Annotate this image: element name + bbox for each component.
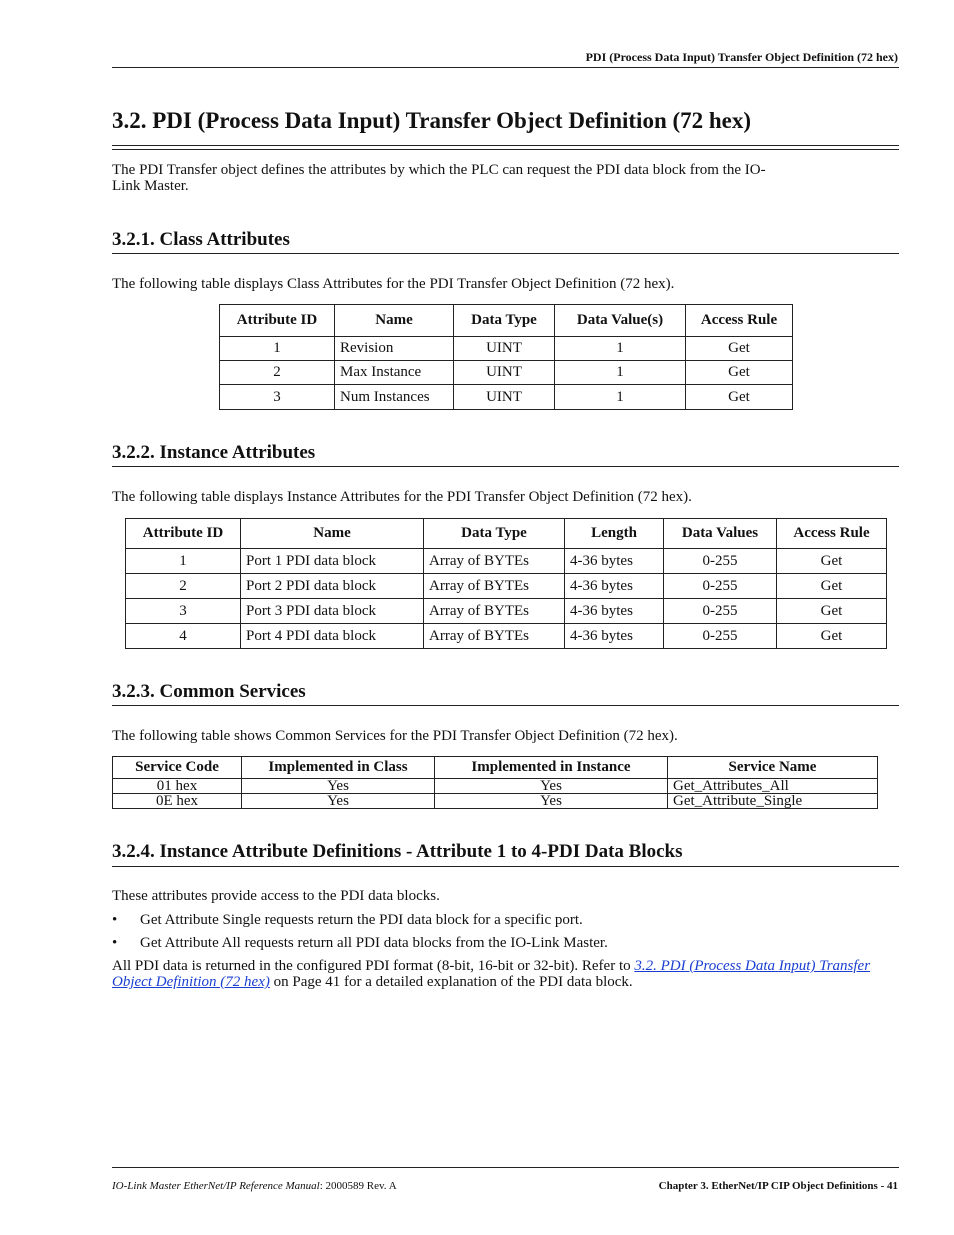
footer-left (112, 1180, 397, 1192)
link-text-line-1: 3.2. PDI (Process Data (634, 958, 779, 974)
cell: Yes (242, 794, 435, 809)
cell: 1 (220, 337, 335, 361)
cell: 0-255 (664, 599, 777, 624)
column-header: Data Value(s) (555, 305, 686, 337)
cell: Get (686, 361, 793, 385)
table-row (126, 599, 887, 624)
instance-attributes-rule (112, 466, 899, 467)
cell: 2 (220, 361, 335, 385)
cell: 4-36 bytes (565, 549, 664, 574)
column-header: Service Name (668, 757, 878, 779)
column-header: Implemented in Instance (435, 757, 668, 779)
column-header: Name (241, 519, 424, 549)
cell: 1 (555, 385, 686, 410)
table-header-row (113, 757, 878, 779)
definitions-rule (112, 866, 899, 867)
cell: 1 (555, 337, 686, 361)
class-attributes-rule (112, 253, 899, 254)
table-row (220, 337, 793, 361)
cell: 2 (126, 574, 241, 599)
table-row (126, 549, 887, 574)
instance-attributes-intro: The following table displays Instance Attributes for the PDI Transfer Object Definition (72 hex). (112, 489, 692, 505)
definitions-heading: 3.2.4. Instance Attribute Definitions - Attribute 1 to 4-PDI Data Blocks (112, 841, 683, 862)
bullet-text: Get Attribute All requests return all PDI data blocks from the IO-Link Master. (140, 935, 608, 951)
cell: Port 1 PDI data block (241, 549, 424, 574)
cell: Get (777, 624, 887, 649)
section-title: 3.2. PDI (Process Data Input) Transfer Object Definition (72 hex) (112, 108, 752, 133)
bullet-text: Get Attribute Single requests return the PDI data block for a specific port. (140, 912, 583, 928)
table-row (113, 779, 878, 794)
column-header: Data Type (454, 305, 555, 337)
paragraph-text-end: on Page 41 for a detailed explanation of the PDI data block. (269, 974, 633, 990)
cell: UINT (454, 385, 555, 410)
common-services-table (112, 756, 878, 809)
paragraph-text: All PDI data is returned in the configured PDI format (8-bit, 16-bit or 32-bit). Refer to (112, 958, 635, 974)
cell: Port 4 PDI data block (241, 624, 424, 649)
class-attributes-heading: 3.2.1. Class Attributes (112, 229, 290, 250)
cell: Get (777, 574, 887, 599)
bullet-icon: • (112, 935, 118, 951)
cell: 1 (555, 361, 686, 385)
cell: 4 (126, 624, 241, 649)
manual-title: IO-Link Master EtherNet/IP Reference Manual (112, 1180, 320, 1192)
cell: Port 2 PDI data block (241, 574, 424, 599)
header-rule (112, 67, 899, 68)
column-header: Access Rule (777, 519, 887, 549)
cell: Yes (242, 779, 435, 794)
footer-right: Chapter 3. EtherNet/IP CIP Object Definitions - 41 (658, 1180, 898, 1192)
title-rule-bottom (112, 149, 899, 150)
column-header: Implemented in Class (242, 757, 435, 779)
column-header: Name (335, 305, 454, 337)
section-intro-line-2: Link Master. (112, 178, 189, 194)
cell: Get (777, 599, 887, 624)
class-attributes-intro: The following table displays Class Attributes for the PDI Transfer Object Definition (72 hex). (112, 276, 675, 292)
cell: Revision (335, 337, 454, 361)
cell: Max Instance (335, 361, 454, 385)
section-intro (112, 162, 900, 194)
cell: Get (686, 385, 793, 410)
manual-revision: : 2000589 Rev. A (319, 1180, 397, 1192)
table-row (220, 385, 793, 410)
table-row (126, 574, 887, 599)
cell: 4-36 bytes (565, 574, 664, 599)
column-header: Access Rule (686, 305, 793, 337)
table-row (113, 794, 878, 809)
cell: Get_Attribute_Single (668, 794, 878, 809)
definitions-paragraph (112, 958, 900, 990)
column-header: Attribute ID (220, 305, 335, 337)
common-services-heading: 3.2.3. Common Services (112, 681, 306, 702)
common-services-intro: The following table shows Common Services for the PDI Transfer Object Definition (72 hex). (112, 728, 678, 744)
column-header: Attribute ID (126, 519, 241, 549)
section-intro-line-1: The PDI Transfer object defines the attributes by which the PLC can request the PDI data block from the IO- (112, 162, 766, 178)
cell: Get_Attributes_All (668, 779, 878, 794)
cell: Get (686, 337, 793, 361)
cell: 0-255 (664, 574, 777, 599)
cell: Yes (435, 779, 668, 794)
list-item (112, 935, 900, 952)
column-header: Data Values (664, 519, 777, 549)
cell: 1 (126, 549, 241, 574)
column-header: Length (565, 519, 664, 549)
cell: Array of BYTEs (424, 599, 565, 624)
class-attributes-table (219, 304, 793, 410)
cell: 4-36 bytes (565, 624, 664, 649)
cell: Port 3 PDI data block (241, 599, 424, 624)
cell: 0-255 (664, 624, 777, 649)
footer-rule (112, 1167, 899, 1168)
cell: UINT (454, 361, 555, 385)
cell: Array of BYTEs (424, 624, 565, 649)
table-row (126, 624, 887, 649)
definitions-intro: These attributes provide access to the PDI data blocks. (112, 888, 440, 904)
cell: 3 (126, 599, 241, 624)
cell: Array of BYTEs (424, 574, 565, 599)
cell: 4-36 bytes (565, 599, 664, 624)
link-text-line-2: Input) Transfer Object Definition (72 hex) (112, 958, 871, 990)
column-header: Service Code (113, 757, 242, 779)
cell: 0-255 (664, 549, 777, 574)
instance-attributes-table (125, 518, 887, 649)
column-header: Data Type (424, 519, 565, 549)
cell: Get (777, 549, 887, 574)
running-header: PDI (Process Data Input) Transfer Object Definition (72 hex) (585, 50, 898, 64)
table-header-row (220, 305, 793, 337)
title-rule-top (112, 145, 899, 146)
list-item (112, 912, 900, 929)
cell: UINT (454, 337, 555, 361)
table-header-row (126, 519, 887, 549)
cell: 3 (220, 385, 335, 410)
cell: 0E hex (113, 794, 242, 809)
cell: 01 hex (113, 779, 242, 794)
instance-attributes-heading: 3.2.2. Instance Attributes (112, 442, 316, 463)
cell: Yes (435, 794, 668, 809)
bullet-icon: • (112, 912, 118, 928)
common-services-rule (112, 705, 899, 706)
cell: Num Instances (335, 385, 454, 410)
cell: Array of BYTEs (424, 549, 565, 574)
table-row (220, 361, 793, 385)
